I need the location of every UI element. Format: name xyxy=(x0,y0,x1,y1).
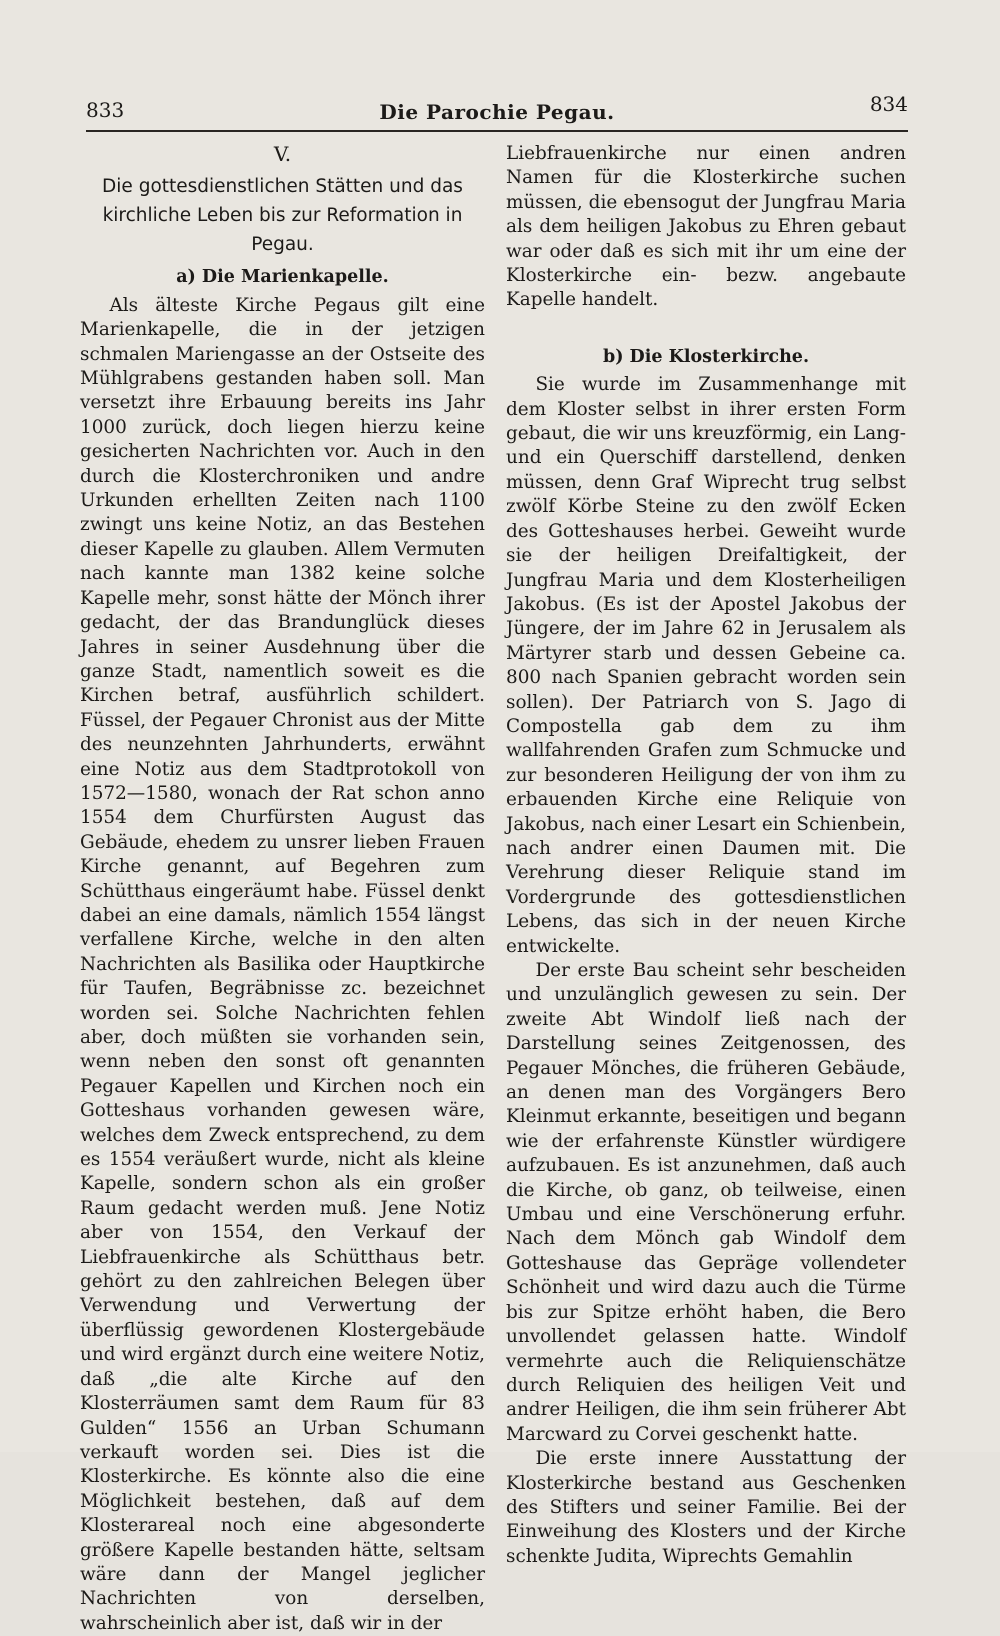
section-heading-a: a) Die Marienkapelle. xyxy=(176,267,389,288)
page-number-left: 833 xyxy=(86,98,125,122)
right-column xyxy=(506,142,906,1569)
body-paragraph: Als älteste Kirche Pegaus gilt eine Marienkapelle, die in der jetzigen schmalen Mariengasse an der Ostseite des Mühlgrabens gestanden haben soll. Man versetzt ihre Erbauung bereits ins Jahr 1000 zurück, doch liegen hierzu keine gesicherten Nachrichten vor. Auch in den durch die Klosterchroniken und andre Urkunden erhellten Zeiten nach 1100 zwingt uns keine Notiz, an das Bestehen dieser Kapelle zu glauben. Allem Vermuten nach kannte man 1382 keine solche Kapelle mehr, sonst hätte der Mönch ihrer gedacht, der das Brandunglück dieses Jahres in seiner Ausdehnung über die ganze Stadt, namentlich soweit es die Kirchen betraf, ausführlich schildert. Füssel, der Pegauer Chronist aus der Mitte des neunzehnten Jahrhunderts, erwähnt eine Notiz aus dem Stadtprotokoll von 1572—1580, wonach der Rat schon anno 1554 dem Churfürsten August das Gebäude, ehedem zu unsrer lieben Frauen Kirche genannt, auf Begehren zum Schütthaus eingeräumt habe. Füssel denkt dabei an eine damals, nämlich 1554 längst verfallene Kirche, welche in den alten Nachrichten als Basilika oder Hauptkirche für Taufen, Begräbnisse zc. bezeichnet worden sei. Solche Nachrichten fehlen aber, doch müßten sie vorhanden sein, wenn neben den sonst oft genannten Pegauer Kapellen und Kirchen noch ein Gotteshaus vorhanden gewesen wäre, welches dem Zweck entsprechend, zu dem es 1554 veräußert wurde, nicht als kleine Kapelle, sondern schon als ein großer Raum gedacht werden muß. Jene Notiz aber von 1554, den Verkauf der Liebfrauenkirche als Schütthaus betr. gehört zu den zahlreichen Belegen über Verwendung und Verwertung der überflüssig gewordenen Klostergebäude und wird ergänzt durch eine weitere Notiz, daß „die alte Kirche auf den Klosterräumen samt dem Raum für 83 Gulden“ 1556 an Urban Schumann verkauft worden sei. Dies ist die Klosterkirche. Es könnte also die eine Möglichkeit bestehen, daß auf dem Klosterareal noch eine abgesonderte größere Kapelle bestanden hätte, seltsam wäre dann der Mangel jeglicher Nachrichten von derselben, wahrscheinlich aber ist, daß wir in der xyxy=(80,294,485,1634)
running-header xyxy=(86,92,908,132)
body-paragraph: Die erste innere Ausstattung der Klosterkirche bestand aus Geschenken des Stifters und seiner Familie. Bei der Einweihung des Klosters und der Kirche schenkte Judita, Wiprechts Gemahlin xyxy=(506,1448,906,1567)
header-rule xyxy=(86,130,908,132)
left-column xyxy=(80,142,485,1636)
chapter-numeral: V. xyxy=(273,142,292,166)
body-paragraph: Der erste Bau scheint sehr bescheiden und unzulänglich gewesen zu sein. Der zweite Abt Windolf ließ nach der Darstellung seines Zeitgenossen, des Pegauer Mönches, die früheren Gebäude, an denen man des Vorgängers Bero Kleinmut erkannte, beseitigen und begann wie der erfahrenste Künstler würdigere aufzubauen. Es ist anzunehmen, daß auch die Kirche, ob ganz, ob teilweise, einen Umbau und eine Verschönerung erfuhr. Nach dem Mönch gab Windolf dem Gotteshause das Gepräge vollendeter Schönheit und wird dazu auch die Türme bis zur Spitze erhöht haben, die Bero unvollendet gelassen hatte. Windolf vermehrte auch die Reliquienschätze durch Reliquien des heiligen Veit und andrer Heiligen, die ihm sein früherer Abt Marcward zu Corvei geschenkt hatte. xyxy=(506,960,906,1445)
section-heading-b: b) Die Klosterkirche. xyxy=(602,346,810,367)
running-title: Die Parochie Pegau. xyxy=(379,100,615,124)
body-paragraph-continued: Liebfrauenkirche nur einen andren Namen für die Klosterkirche suchen müssen, die ebensogut der Jungfrau Maria als dem heiligen Jakobus zu Ehren gebaut war oder daß es sich mit ihr um eine der Klosterkirche ein- bezw. angebaute Kapelle handelt. xyxy=(506,143,906,311)
chapter-title: Die gottesdienstlichen Stätten und das kirchliche Leben bis zur Reformation in Pegau. xyxy=(102,176,463,256)
page-number-right: 834 xyxy=(869,92,908,116)
body-paragraph: Sie wurde im Zusammenhange mit dem Kloster selbst in ihrer ersten Form gebaut, die wir uns kreuzförmig, ein Lang- und ein Querschiff darstellend, denken müssen, denn Graf Wiprecht trug selbst zwölf Körbe Steine zu den zwölf Ecken des Gotteshauses herbei. Geweiht wurde sie der heiligen Dreifaltigkeit, der Jungfrau Maria und dem Klosterheiligen Jakobus. (Es ist der Apostel Jakobus der Jüngere, der im Jahre 62 in Jerusalem als Märtyrer starb und dessen Gebeine ca. 800 nach Spanien gebracht worden sein sollen). Der Patriarch von S. Jago di Compostella gab dem zu ihm wallfahrenden Grafen zum Schmucke und zur besonderen Heiligung der von ihm zu erbauenden Kirche eine Reliquie von Jakobus, nach einer Lesart ein Schienbein, nach andrer einen Daumen mit. Die Verehrung dieser Reliquie stand im Vordergrunde des gottesdienstlichen Lebens, das sich in der neuen Kirche entwickelte. xyxy=(506,374,906,957)
